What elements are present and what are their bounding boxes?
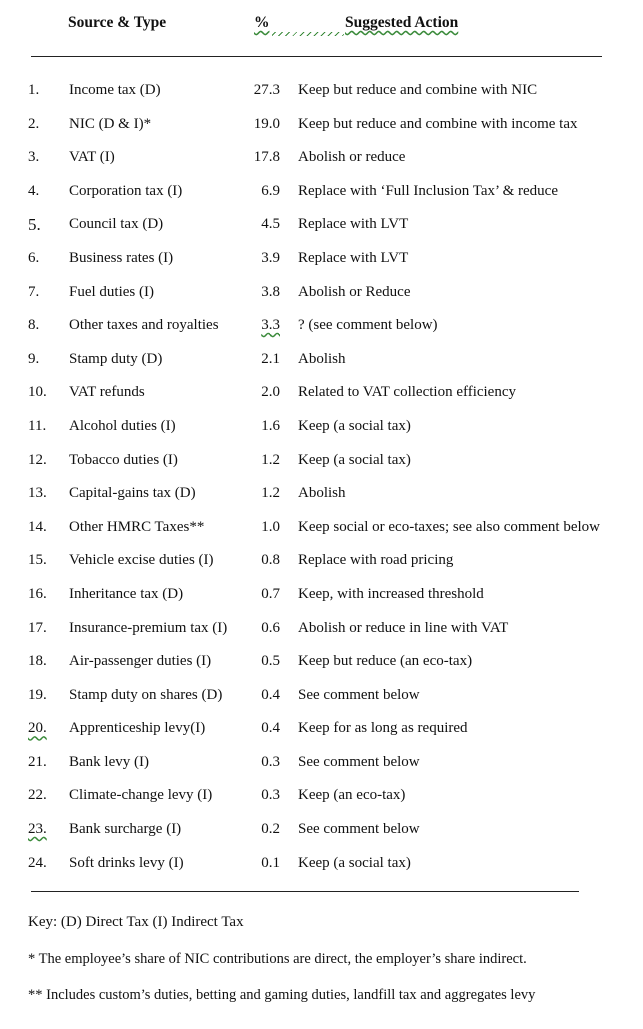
row-action: Keep (a social tax) [298, 417, 411, 434]
table-row [0, 444, 643, 478]
table-row [0, 679, 643, 713]
row-percent: 0.3 [261, 787, 280, 804]
row-percent: 0.7 [261, 585, 280, 602]
row-percent: 1.2 [261, 451, 280, 468]
table-row [0, 141, 643, 175]
table-row [0, 712, 643, 746]
row-action: Replace with ‘Full Inclusion Tax’ & reduce [298, 182, 558, 199]
row-source: Insurance-premium tax (I) [69, 619, 228, 636]
row-source: Other taxes and royalties [69, 317, 219, 334]
row-source: NIC (D & I)* [69, 115, 152, 132]
row-action: Abolish or reduce in line with VAT [298, 619, 509, 636]
row-source: VAT (I) [69, 149, 115, 166]
row-number: 17. [28, 619, 47, 636]
row-source: Bank levy (I) [69, 753, 149, 770]
row-action: Replace with road pricing [298, 552, 454, 569]
row-source: Vehicle excise duties (I) [69, 552, 214, 569]
row-number: 23. [28, 821, 47, 838]
row-action: ? (see comment below) [298, 317, 438, 334]
row-percent: 0.4 [261, 720, 280, 737]
row-percent: 4.5 [261, 216, 280, 233]
top-divider [31, 56, 602, 57]
table-row [0, 74, 643, 108]
row-source: Bank surcharge (I) [69, 821, 182, 838]
row-source: Council tax (D) [69, 216, 164, 233]
row-source: Inheritance tax (D) [69, 585, 184, 602]
row-action: Replace with LVT [298, 216, 409, 233]
table-row [0, 612, 643, 646]
row-action: Keep (a social tax) [298, 854, 411, 871]
row-number: 14. [28, 518, 47, 535]
table-row [0, 175, 643, 209]
row-number: 24. [28, 854, 47, 871]
row-action: Abolish or Reduce [298, 283, 411, 300]
table-row [0, 544, 643, 578]
row-source: Air-passenger duties (I) [69, 653, 212, 670]
row-action: Keep but reduce and combine with NIC [298, 82, 538, 98]
row-action: See comment below [298, 821, 420, 838]
row-number: 2. [28, 115, 40, 132]
row-action: Keep but reduce and combine with income tax [298, 115, 578, 132]
table-row [0, 645, 643, 679]
row-percent: 0.1 [261, 854, 280, 871]
table-row [0, 376, 643, 410]
table-row [0, 847, 643, 881]
header-percent: % [254, 14, 270, 31]
row-number: 19. [28, 686, 47, 703]
header-suggested-action: Suggested Action [345, 14, 459, 31]
row-number: 13. [28, 485, 47, 502]
table-row [0, 578, 643, 612]
row-source: Business rates (I) [69, 249, 174, 266]
row-source: Alcohol duties (I) [69, 417, 176, 434]
row-action: Abolish or reduce [298, 149, 406, 166]
row-number: 4. [28, 182, 40, 199]
row-action: Abolish [298, 485, 346, 502]
footnote-nic: * The employee’s share of NIC contributions are direct, the employer’s share indirect. [28, 951, 527, 967]
row-number: 21. [28, 753, 47, 770]
row-number: 7. [28, 283, 40, 300]
row-percent: 0.8 [261, 552, 280, 569]
table-row [0, 477, 643, 511]
row-percent: 27.3 [253, 82, 280, 98]
row-action: Keep (an eco-tax) [298, 787, 406, 804]
table-row [0, 309, 643, 343]
row-percent: 6.9 [261, 182, 280, 199]
table-row [0, 343, 643, 377]
row-source: Fuel duties (I) [69, 283, 154, 300]
table-row [0, 813, 643, 847]
tax-table [0, 74, 643, 880]
row-number: 10. [28, 384, 47, 401]
row-action: Keep, with increased threshold [298, 585, 484, 602]
row-percent: 1.0 [261, 518, 280, 535]
table-row [0, 746, 643, 780]
row-source: Corporation tax (I) [69, 182, 183, 199]
row-percent: 0.5 [261, 653, 280, 670]
row-source: Climate-change levy (I) [69, 787, 213, 804]
row-percent: 3.8 [261, 283, 280, 300]
row-action: Keep for as long as required [298, 720, 468, 737]
row-number: 22. [28, 787, 47, 804]
row-percent: 3.9 [261, 249, 280, 266]
row-source: Soft drinks levy (I) [69, 854, 184, 871]
row-action: Abolish [298, 350, 346, 367]
row-number: 18. [28, 653, 47, 670]
row-action: Keep but reduce (an eco-tax) [298, 653, 473, 670]
row-number: 3. [28, 149, 40, 166]
row-source: VAT refunds [69, 384, 145, 401]
row-source: Capital-gains tax (D) [69, 485, 196, 502]
row-source: Apprenticeship levy(I) [69, 720, 206, 737]
row-action: Keep (a social tax) [298, 451, 411, 468]
table-row [0, 108, 643, 142]
row-percent: 2.1 [261, 350, 280, 367]
key-legend: Key: (D) Direct Tax (I) Indirect Tax [28, 914, 244, 930]
row-source: Tobacco duties (I) [69, 451, 178, 468]
row-number: 15. [28, 552, 47, 569]
spellcheck-squiggle [272, 32, 344, 36]
header-source-type: Source & Type [68, 14, 167, 31]
row-percent: 0.4 [261, 686, 280, 703]
row-percent: 1.2 [261, 485, 280, 502]
row-percent: 3.3 [261, 317, 280, 334]
row-source: Stamp duty on shares (D) [69, 686, 223, 703]
row-action: See comment below [298, 686, 420, 703]
row-source: Stamp duty (D) [69, 350, 163, 367]
row-percent: 17.8 [253, 149, 280, 166]
row-number: 1. [28, 82, 40, 98]
row-action: Keep social or eco-taxes; see also comment below [298, 518, 600, 535]
row-percent: 19.0 [253, 115, 280, 132]
row-number: 12. [28, 451, 47, 468]
row-source: Other HMRC Taxes** [69, 518, 205, 535]
row-number: 6. [28, 249, 40, 266]
table-row [0, 410, 643, 444]
row-percent: 0.6 [261, 619, 280, 636]
footnote-other-hmrc: ** Includes custom’s duties, betting and gaming duties, landfill tax and aggregates levy [28, 987, 536, 1003]
row-action: Replace with LVT [298, 249, 409, 266]
row-source: Income tax (D) [69, 82, 161, 98]
row-number: 8. [28, 317, 40, 334]
table-row [0, 242, 643, 276]
row-percent: 2.0 [261, 384, 280, 401]
row-number: 5. [28, 215, 41, 235]
row-action: See comment below [298, 753, 420, 770]
table-row [0, 208, 643, 242]
table-row [0, 511, 643, 545]
row-number: 9. [28, 350, 40, 367]
row-number: 16. [28, 585, 47, 602]
row-number: 20. [28, 720, 47, 737]
row-action: Related to VAT collection efficiency [298, 384, 516, 401]
table-row [0, 779, 643, 813]
row-percent: 0.3 [261, 753, 280, 770]
row-number: 11. [28, 417, 47, 434]
bottom-divider [31, 891, 579, 892]
row-percent: 0.2 [261, 821, 280, 838]
row-percent: 1.6 [261, 417, 280, 434]
table-row [0, 276, 643, 310]
